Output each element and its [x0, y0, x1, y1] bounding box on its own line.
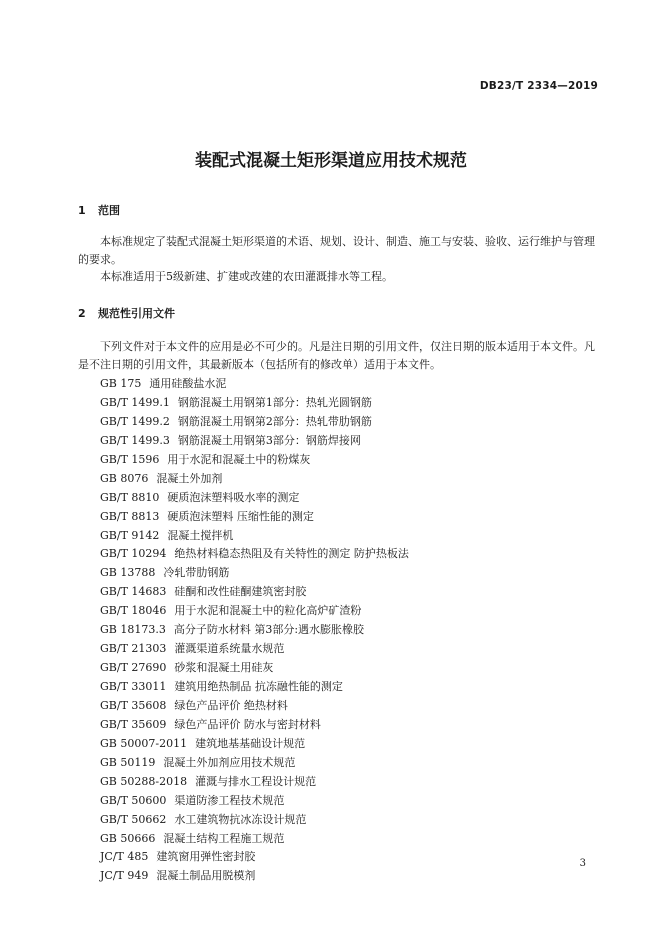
reference-code: GB 8076: [100, 471, 149, 485]
reference-code: GB/T 50600: [100, 793, 167, 807]
reference-item: [100, 659, 409, 678]
reference-item: [100, 564, 409, 583]
reference-code: GB/T 9142: [100, 528, 160, 542]
reference-code: GB/T 18046: [100, 604, 167, 618]
page-number: 3: [579, 858, 586, 869]
reference-item: [100, 527, 409, 546]
reference-title: 钢筋混凝土用钢第3部分：钢筋焊接网: [177, 433, 361, 447]
reference-title: 硅酮和改性硅酮建筑密封胶: [174, 585, 307, 599]
section-title: 规范性引用文件: [98, 307, 175, 320]
reference-code: GB/T 50662: [100, 812, 167, 826]
reference-item: [100, 432, 409, 451]
reference-item: [100, 545, 409, 564]
reference-code: JC/T 485: [100, 850, 149, 864]
reference-item: [100, 621, 409, 640]
reference-title: 用于水泥和混凝土中的粒化高炉矿渣粉: [174, 604, 362, 618]
reference-code: GB/T 8813: [100, 509, 160, 523]
reference-item: [100, 697, 409, 716]
reference-title: 砂浆和混凝土用硅灰: [174, 661, 274, 675]
reference-item: [100, 470, 409, 489]
reference-title: 混凝土外加剂: [156, 471, 223, 485]
section-title: 范围: [98, 204, 120, 217]
reference-item: [100, 848, 409, 867]
reference-item: [100, 792, 409, 811]
reference-code: GB/T 1499.1: [100, 395, 170, 409]
reference-title: 混凝土外加剂应用技术规范: [163, 755, 296, 769]
section-number: 1: [78, 204, 86, 217]
reference-title: 建筑地基基础设计规范: [195, 736, 306, 750]
reference-item: [100, 489, 409, 508]
reference-title: 硬质泡沫塑料 压缩性能的测定: [167, 509, 314, 523]
reference-code: GB/T 8810: [100, 490, 160, 504]
reference-code: GB 13788: [100, 566, 156, 580]
reference-code: GB/T 35608: [100, 698, 167, 712]
standard-code: DB23/T 2334—2019: [479, 80, 598, 92]
reference-code: GB/T 10294: [100, 547, 167, 561]
reference-item: [100, 773, 409, 792]
reference-code: GB/T 1499.3: [100, 433, 170, 447]
reference-title: 用于水泥和混凝土中的粉煤灰: [167, 452, 311, 466]
reference-code: GB 50119: [100, 755, 156, 769]
reference-code: GB 50007-2011: [100, 736, 188, 750]
reference-title: 建筑用绝热制品 抗冻融性能的测定: [174, 680, 343, 693]
reference-title: 灌溉渠道系统量水规范: [174, 642, 285, 656]
reference-item: [100, 508, 409, 527]
reference-code: GB/T 27690: [100, 661, 167, 675]
reference-title: 硬质泡沫塑料吸水率的测定: [167, 490, 300, 504]
reference-item: [100, 413, 409, 432]
reference-title: 绝热材料稳态热阻及有关特性的测定 防护热板法: [174, 547, 409, 561]
reference-item: [100, 451, 409, 470]
reference-item: [100, 811, 409, 830]
reference-title: 绿色产品评价 防水与密封材料: [174, 717, 321, 731]
section-2-paragraph-1: 下列文件对于本文件的应用是必不可少的。凡是注日期的引用文件，仅注日期的版本适用于本文件。凡是不注日期的引用文件，其最新版本（包括所有的修改单）适用于本文件。: [78, 340, 595, 371]
reference-code: GB/T 35609: [100, 717, 167, 731]
reference-code: JC/T 949: [100, 869, 149, 883]
reference-title: 钢筋混凝土用钢第1部分：热轧光圆钢筋: [177, 395, 372, 409]
reference-item: [100, 678, 409, 697]
section-1-paragraph-2: 本标准适用于5级新建、扩建或改建的农田灌溉排水等工程。: [100, 270, 393, 283]
reference-title: 建筑窗用弹性密封胶: [156, 850, 256, 864]
normative-reference-list: [100, 375, 409, 886]
reference-title: 混凝土结构工程施工规范: [163, 831, 285, 845]
reference-code: GB/T 1596: [100, 452, 160, 466]
document-title: 装配式混凝土矩形渠道应用技术规范: [195, 151, 467, 171]
reference-code: GB 18173.3: [100, 623, 166, 637]
reference-item: [100, 583, 409, 602]
reference-item: [100, 640, 409, 659]
reference-item: [100, 375, 409, 394]
reference-code: GB/T 14683: [100, 585, 167, 599]
reference-title: 通用硅酸盐水泥: [149, 377, 227, 390]
reference-code: GB 50666: [100, 831, 156, 845]
reference-code: GB 175: [100, 377, 142, 390]
reference-title: 混凝土制品用脱模剂: [156, 869, 256, 883]
reference-code: GB/T 1499.2: [100, 414, 170, 428]
reference-item: [100, 867, 409, 886]
reference-item: [100, 716, 409, 735]
reference-title: 钢筋混凝土用钢第2部分：热轧带肋钢筋: [177, 414, 372, 428]
reference-item: [100, 830, 409, 849]
section-2-heading: [78, 305, 175, 321]
reference-title: 灌溉与排水工程设计规范: [195, 774, 317, 788]
reference-code: GB/T 33011: [100, 680, 167, 693]
reference-item: [100, 735, 409, 754]
section-1-paragraph-1: 本标准规定了装配式混凝土矩形渠道的术语、规划、设计、制造、施工与安装、验收、运行维护与管理的要求。: [78, 235, 595, 266]
reference-item: [100, 602, 409, 621]
reference-code: GB/T 21303: [100, 642, 167, 656]
section-1-heading: [78, 202, 120, 218]
reference-item: [100, 754, 409, 773]
reference-item: [100, 394, 409, 413]
reference-title: 高分子防水材料 第3部分:遇水膨胀橡胶: [173, 623, 365, 637]
section-number: 2: [78, 307, 86, 320]
reference-title: 水工建筑物抗冰冻设计规范: [174, 812, 307, 826]
reference-title: 混凝土搅拌机: [167, 528, 234, 542]
reference-title: 渠道防渗工程技术规范: [174, 793, 285, 807]
reference-title: 绿色产品评价 绝热材料: [174, 698, 288, 712]
reference-title: 冷轧带肋钢筋: [163, 566, 230, 580]
reference-code: GB 50288-2018: [100, 774, 188, 788]
